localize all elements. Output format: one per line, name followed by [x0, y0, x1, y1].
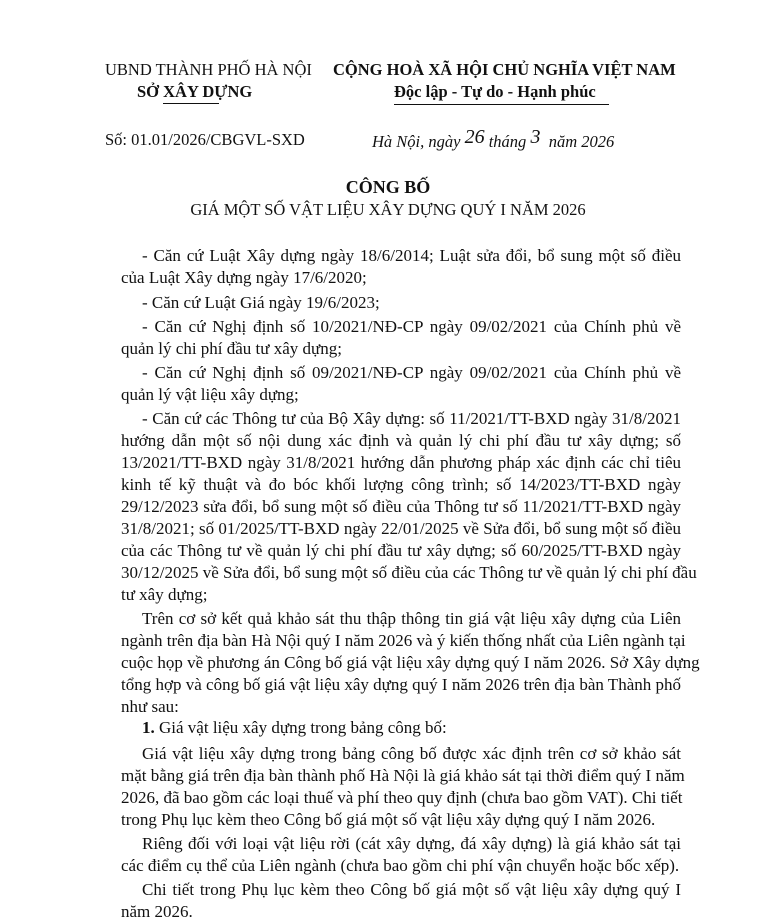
body-paragraph-line: các điểm cụ thể của Liên ngành (chưa bao gồm chi phí vận chuyển hoặc bốc xếp). [121, 856, 680, 875]
body-paragraph-line: Trên cơ sở kết quả khảo sát thu thập thông tin giá vật liệu xây dựng của Liên [142, 609, 681, 628]
basis-line: hướng dẫn một số nội dung xác định và quản lý chi phí đầu tư xây dựng; số [121, 431, 681, 450]
basis-line: 13/2021/TT-BXD ngày 31/8/2021 hướng dẫn phương pháp xác định các chỉ tiêu [121, 453, 681, 472]
doc-subtitle: GIÁ MỘT SỐ VẬT LIỆU XÂY DỰNG QUÝ I NĂM 2026 [190, 200, 586, 219]
section-heading-1 [142, 718, 447, 738]
basis-line: quản lý chi phí đầu tư xây dựng; [121, 339, 342, 358]
basis-line: quản lý vật liệu xây dựng; [121, 385, 299, 404]
basis-line: của Luật Xây dựng ngày 17/6/2020; [121, 268, 367, 287]
doc-title: CÔNG BỐ [345, 177, 431, 197]
national-motto: Độc lập - Tự do - Hạnh phúc [394, 82, 596, 101]
basis-line: tư xây dựng; [121, 585, 208, 604]
basis-line: 30/12/2025 về Sửa đổi, bổ sung một số điều của các Thông tư về quản lý chi phí đầu [121, 563, 697, 582]
date-year: năm 2026 [548, 132, 615, 151]
body-paragraph-line: mặt bằng giá trên địa bàn thành phố Hà Nội là giá khảo sát tại thời điểm quý I năm [121, 766, 685, 785]
motto-underline [394, 104, 609, 105]
section-title: Giá vật liệu xây dựng trong bảng công bố: [159, 718, 447, 737]
body-paragraph-line: tổng hợp và công bố giá vật liệu xây dựng quý I năm 2026 trên địa bàn Thành phố [121, 675, 681, 694]
basis-line: - Căn cứ Luật Giá ngày 19/6/2023; [142, 293, 380, 312]
body-paragraph-line: Giá vật liệu xây dựng trong bảng công bố được xác định trên cơ sở khảo sát [142, 744, 681, 763]
document-date [372, 126, 615, 153]
date-day: 26 [464, 126, 485, 148]
body-paragraph-line: trong Phụ lục kèm theo Công bố giá một số vật liệu xây dựng quý I năm 2026. [121, 810, 656, 829]
basis-line: - Căn cứ Nghị định số 09/2021/NĐ-CP ngày 09/02/2021 của Chính phủ về [142, 363, 681, 382]
basis-line: 31/8/2021; số 01/2025/TT-BXD ngày 22/01/2025 về Sửa đổi, bổ sung một số điều [121, 519, 681, 538]
basis-line: của các Thông tư về quản lý chi phí đầu tư xây dựng; số 60/2025/TT-BXD ngày [121, 541, 681, 560]
date-prefix: Hà Nội, ngày [372, 132, 461, 151]
date-month: 3 [530, 126, 541, 148]
date-month-word: tháng [488, 132, 527, 151]
basis-line: - Căn cứ Luật Xây dựng ngày 18/6/2014; Luật sửa đổi, bổ sung một số điều [142, 246, 681, 265]
department-name: SỞ XÂY DỰNG [137, 82, 253, 101]
basis-line: - Căn cứ Nghị định số 10/2021/NĐ-CP ngày 09/02/2021 của Chính phủ về [142, 317, 681, 336]
section-number: 1. [142, 718, 155, 737]
basis-line: - Căn cứ các Thông tư của Bộ Xây dựng: số 11/2021/TT-BXD ngày 31/8/2021 [142, 409, 681, 428]
body-paragraph-line: 2026, đã bao gồm các loại thuế và phí theo quy định (chưa bao gồm VAT). Chi tiết [121, 788, 683, 807]
body-paragraph-line: Chi tiết trong Phụ lục kèm theo Công bố giá một số vật liệu xây dựng quý I [142, 880, 681, 899]
body-paragraph-line: Riêng đối với loại vật liệu rời (cát xây dựng, đá xây dựng) là giá khảo sát tại [142, 834, 681, 853]
body-paragraph-line: năm 2026. [121, 902, 193, 921]
document-number: Số: 01.01/2026/CBGVL-SXD [105, 130, 305, 149]
agency-name: UBND THÀNH PHỐ HÀ NỘI [105, 60, 312, 79]
department-underline [163, 103, 219, 104]
national-title: CỘNG HOÀ XÃ HỘI CHỦ NGHĨA VIỆT NAM [333, 60, 676, 79]
body-paragraph-line: cuộc họp về phương án Công bố giá vật liệu xây dựng quý I năm 2026. Sở Xây dựng [121, 653, 700, 672]
basis-line: 29/12/2023 sửa đổi, bổ sung một số điều của Thông tư số 11/2021/TT-BXD ngày [121, 497, 681, 516]
body-paragraph-line: như sau: [121, 697, 179, 716]
basis-line: kinh tế kỹ thuật và đo bóc khối lượng công trình; số 14/2023/TT-BXD ngày [121, 475, 681, 494]
body-paragraph-line: ngành trên địa bàn Hà Nội quý I năm 2026 và ý kiến thống nhất của Liên ngành tại [121, 631, 686, 650]
